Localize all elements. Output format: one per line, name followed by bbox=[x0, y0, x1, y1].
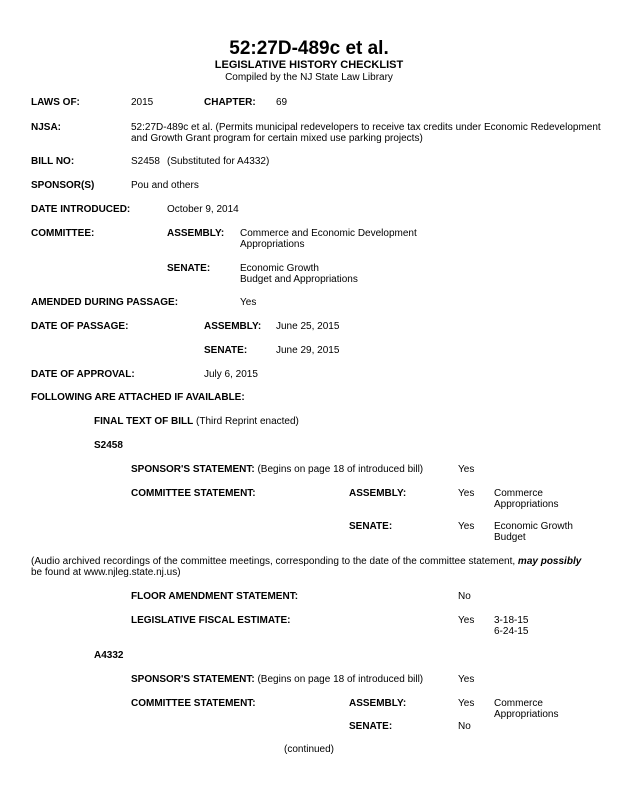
bill-no-value: S2458 bbox=[131, 156, 160, 167]
passage-label: DATE OF PASSAGE: bbox=[31, 321, 129, 332]
page-title: 52:27D-489c et al. bbox=[229, 38, 389, 59]
date-introduced-label: DATE INTRODUCED: bbox=[31, 204, 131, 215]
committee-assembly-label: ASSEMBLY: bbox=[167, 228, 225, 239]
final-text-label: FINAL TEXT OF BILL bbox=[94, 416, 194, 427]
a4332-sponsor-label: SPONSOR'S STATEMENT: bbox=[131, 674, 255, 685]
laws-of-label: LAWS OF: bbox=[31, 97, 80, 108]
s2458-sponsor-label: SPONSOR'S STATEMENT: bbox=[131, 464, 255, 475]
a4332-assembly-value: Yes bbox=[458, 698, 475, 709]
s2458-heading: S2458 bbox=[94, 440, 123, 451]
chapter-label: CHAPTER: bbox=[204, 97, 256, 108]
s2458-sponsor-value: Yes bbox=[458, 464, 475, 475]
laws-of-value: 2015 bbox=[131, 97, 154, 108]
committee-senate-label: SENATE: bbox=[167, 263, 211, 274]
s2458-senate-label: SENATE: bbox=[349, 521, 393, 532]
following-heading: FOLLOWING ARE ATTACHED IF AVAILABLE: bbox=[31, 392, 245, 403]
amended-label: AMENDED DURING PASSAGE: bbox=[31, 297, 179, 308]
s2458-assembly-value: Yes bbox=[458, 488, 475, 499]
njsa-line-2: and Growth Grant program for certain mixed use parking projects) bbox=[131, 133, 423, 144]
a4332-assembly-label: ASSEMBLY: bbox=[349, 698, 407, 709]
compiled-by: Compiled by the NJ State Law Library bbox=[225, 72, 393, 83]
chapter-value: 69 bbox=[276, 97, 288, 108]
floor-amendment-value: No bbox=[458, 591, 471, 602]
committee-senate-line-1: Economic Growth bbox=[240, 263, 319, 274]
sponsor-value: Pou and others bbox=[131, 180, 199, 191]
floor-amendment-label: FLOOR AMENDMENT STATEMENT: bbox=[131, 591, 299, 602]
final-text-note: (Third Reprint enacted) bbox=[196, 416, 299, 427]
s2458-sponsor-note: (Begins on page 18 of introduced bill) bbox=[257, 464, 424, 475]
fiscal-estimate-date-1: 3-18-15 bbox=[494, 615, 529, 626]
passage-assembly-label: ASSEMBLY: bbox=[204, 321, 262, 332]
s2458-assembly-line-2: Appropriations bbox=[494, 499, 559, 510]
audio-note-text: (Audio archived recordings of the committee meetings, corresponding to the date of the committee statement, bbox=[31, 556, 516, 567]
a4332-sponsor-line bbox=[131, 674, 423, 686]
a4332-committee-label: COMMITTEE STATEMENT: bbox=[131, 698, 256, 709]
approval-label: DATE OF APPROVAL: bbox=[31, 369, 135, 380]
a4332-assembly-line-2: Appropriations bbox=[494, 709, 559, 720]
s2458-sponsor-line bbox=[131, 464, 423, 476]
final-text-line bbox=[94, 416, 299, 428]
s2458-assembly-label: ASSEMBLY: bbox=[349, 488, 407, 499]
a4332-assembly-line-1: Commerce bbox=[494, 698, 543, 709]
njsa-line-1: 52:27D-489c et al. (Permits municipal redevelopers to receive tax credits under Economic Redevelopment bbox=[131, 122, 601, 133]
committee-senate-line-2: Budget and Appropriations bbox=[240, 274, 358, 285]
approval-value: July 6, 2015 bbox=[204, 369, 258, 380]
a4332-senate-value: No bbox=[458, 721, 471, 732]
s2458-assembly-line-1: Commerce bbox=[494, 488, 543, 499]
a4332-sponsor-value: Yes bbox=[458, 674, 475, 685]
committee-assembly-line-1: Commerce and Economic Development bbox=[240, 228, 417, 239]
audio-note-line-2: be found at www.njleg.state.nj.us) bbox=[31, 567, 181, 578]
continued-note: (continued) bbox=[283, 744, 335, 755]
bill-no-note: (Substituted for A4332) bbox=[167, 156, 270, 167]
s2458-senate-line-2: Budget bbox=[494, 532, 526, 543]
audio-note-emphasis: may possibly bbox=[517, 556, 582, 567]
a4332-senate-label: SENATE: bbox=[349, 721, 393, 732]
passage-assembly-date: June 25, 2015 bbox=[276, 321, 340, 332]
date-introduced-value: October 9, 2014 bbox=[167, 204, 239, 215]
sponsor-label: SPONSOR(S) bbox=[31, 180, 95, 191]
s2458-senate-line-1: Economic Growth bbox=[494, 521, 573, 532]
fiscal-estimate-date-2: 6-24-15 bbox=[494, 626, 529, 637]
a4332-sponsor-note: (Begins on page 18 of introduced bill) bbox=[257, 674, 424, 685]
a4332-heading: A4332 bbox=[94, 650, 124, 661]
passage-senate-label: SENATE: bbox=[204, 345, 248, 356]
amended-value: Yes bbox=[240, 297, 257, 308]
committee-label: COMMITTEE: bbox=[31, 228, 95, 239]
njsa-label: NJSA: bbox=[31, 122, 62, 133]
committee-assembly-line-2: Appropriations bbox=[240, 239, 305, 250]
s2458-senate-value: Yes bbox=[458, 521, 475, 532]
fiscal-estimate-label: LEGISLATIVE FISCAL ESTIMATE: bbox=[131, 615, 291, 626]
fiscal-estimate-value: Yes bbox=[458, 615, 475, 626]
page-subtitle: LEGISLATIVE HISTORY CHECKLIST bbox=[214, 59, 404, 71]
s2458-committee-label: COMMITTEE STATEMENT: bbox=[131, 488, 256, 499]
passage-senate-date: June 29, 2015 bbox=[276, 345, 340, 356]
bill-no-label: BILL NO: bbox=[31, 156, 75, 167]
